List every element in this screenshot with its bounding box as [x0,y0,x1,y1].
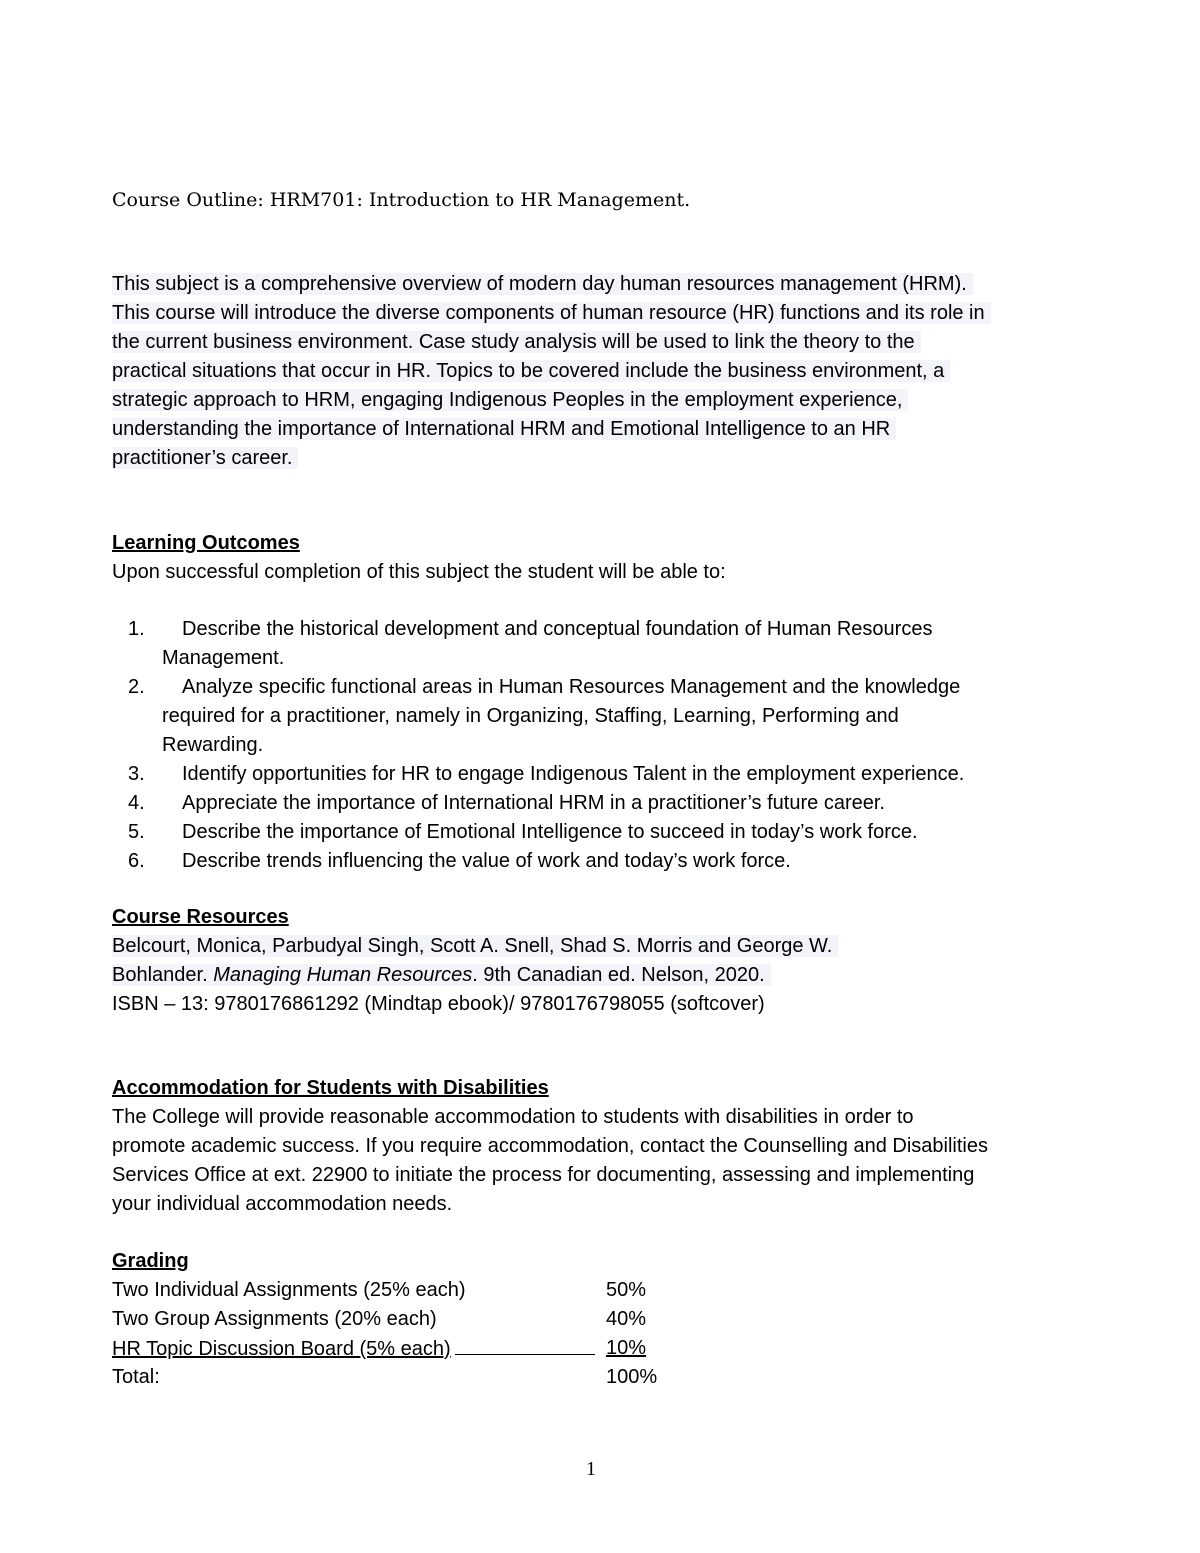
resource-line: Bohlander. Managing Human Resources. 9th Canadian ed. Nelson, 2020. [112,961,838,990]
learning-outcomes-section [112,529,726,587]
description-line: This course will introduce the diverse components of human resource (HR) functions and its role in [112,299,991,328]
description-line: practitioner’s career. [112,444,991,473]
grading-heading: Grading [112,1250,189,1272]
learning-outcomes-intro: Upon successful completion of this subject the student will be able to: [112,561,726,583]
accommodation-section [112,1074,988,1219]
description-line: This subject is a comprehensive overview of modern day human resources management (HRM). [112,270,991,299]
accommodation-line: promote academic success. If you require accommodation, contact the Counselling and Disabilities [112,1135,988,1157]
course-resources-heading: Course Resources [112,906,289,928]
grading-row: Two Group Assignments (20% each) 40% [112,1308,647,1330]
accommodation-line: Services Office at ext. 22900 to initiate the process for documenting, assessing and implementing [112,1164,975,1186]
list-item: 2. Analyze specific functional areas in Human Resources Management and the knowledge required for a practitioner, namely in Organizing, Staffing, Learning, Performing and Rewarding. [128,676,961,756]
course-description [112,270,991,473]
list-item: 6. Describe trends influencing the value of work and today’s work force. [128,850,791,872]
description-line: understanding the importance of International HRM and Emotional Intelligence to an HR [112,415,991,444]
list-item: 1. Describe the historical development and conceptual foundation of Human Resources Management. [128,618,933,669]
isbn-line: ISBN – 13: 9780176861292 (Mindtap ebook)/ 9780176798055 (softcover) [112,993,765,1015]
resource-line: Belcourt, Monica, Parbudyal Singh, Scott A. Snell, Shad S. Morris and George W. [112,932,838,961]
document-title: Course Outline: HRM701: Introduction to HR Management. [112,189,691,211]
accommodation-line: your individual accommodation needs. [112,1193,453,1215]
grading-total-row: Total: 100% [112,1366,658,1388]
course-resources-section [112,903,838,1019]
description-line: practical situations that occur in HR. Topics to be covered include the business environment, a [112,357,991,386]
learning-outcomes-list [112,615,1072,876]
learning-outcomes-heading: Learning Outcomes [112,532,300,554]
grading-section [112,1247,666,1392]
list-item: 3. Identify opportunities for HR to engage Indigenous Talent in the employment experience. [128,763,965,785]
page-number: 1 [586,1458,596,1480]
description-line: strategic approach to HRM, engaging Indigenous Peoples in the employment experience, [112,386,991,415]
textbook-title: Managing Human Resources [213,964,473,986]
underline-rule [455,1334,595,1355]
accommodation-line: The College will provide reasonable accommodation to students with disabilities in order to [112,1106,914,1128]
accommodation-heading: Accommodation for Students with Disabilities [112,1077,549,1099]
list-item: 5. Describe the importance of Emotional Intelligence to succeed in today’s work force. [128,821,918,843]
list-item: 4. Appreciate the importance of International HRM in a practitioner’s future career. [128,792,885,814]
description-line: the current business environment. Case study analysis will be used to link the theory to the [112,328,991,357]
grading-row: Two Individual Assignments (25% each) 50% [112,1279,647,1301]
grading-row: HR Topic Discussion Board (5% each) 10% [112,1334,666,1363]
